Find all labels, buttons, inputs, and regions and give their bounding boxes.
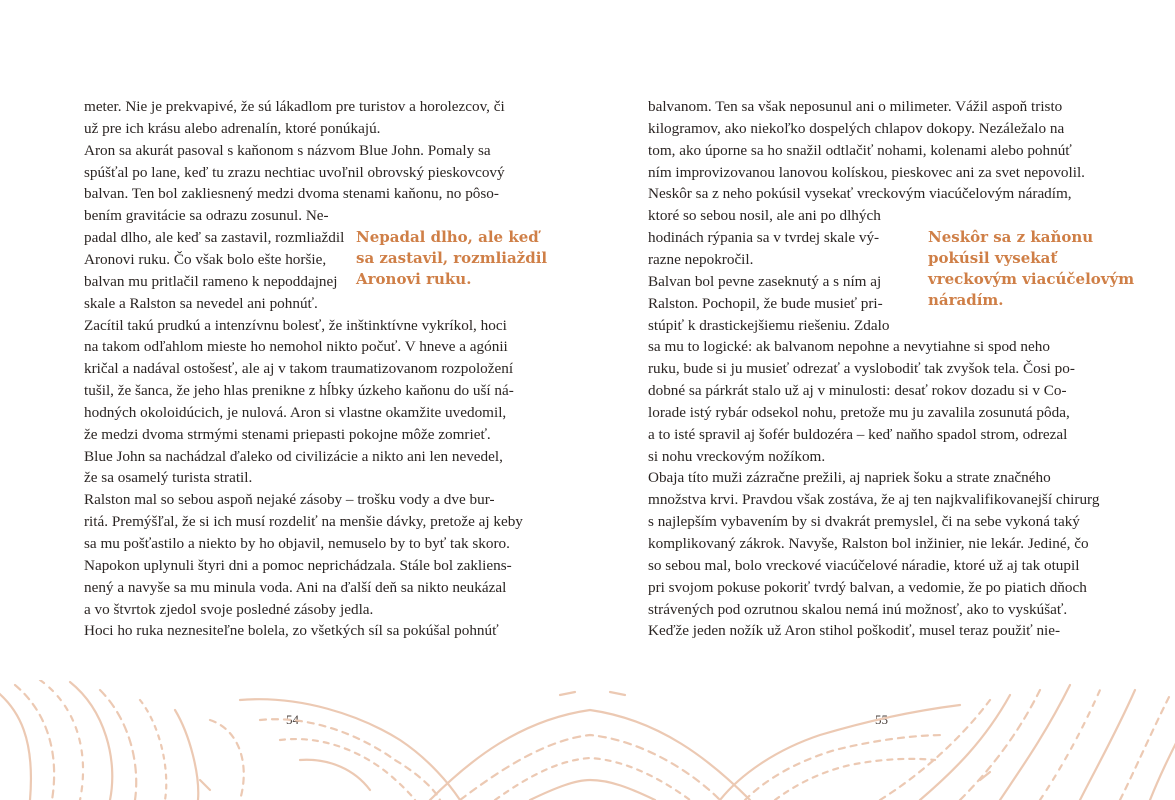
body-text-line: Hoci ho ruka neznesiteľne bolela, zo všetkých síl sa pokúšal pohnúť: [84, 622, 499, 640]
body-text-line: hodných okoloidúcich, je nulová. Aron si vlastne okamžite uvedomil,: [84, 403, 507, 421]
body-text-line: Obaja títo muži zázračne prežili, aj napriek šoku a strate značného: [648, 469, 1051, 487]
body-text-line: že medzi dvoma strmými stenami priepasti pokojne môže zomrieť.: [84, 425, 491, 443]
pull-quote-line: Aronovi ruku.: [356, 270, 472, 288]
body-text-line: Neskôr sa z neho pokúsil vysekať vreckovým viacúčelovým náradím,: [648, 185, 1072, 203]
body-text-line: kilogramov, ako niekoľko dospelých chlapov dokopy. Nezáležalo na: [648, 119, 1065, 137]
body-text-line: že sa osamelý turista stratil.: [84, 469, 253, 487]
pull-quote-line: sa zastavil, rozmliaždil: [356, 249, 548, 267]
body-text-line: komplikovaný zákrok. Navyše, Ralston bol inžinier, nie lekár. Jediné, čo: [648, 535, 1089, 552]
body-text-line: padal dlho, ale keď sa zastavil, rozmliaždil: [84, 229, 345, 247]
body-text-line: so sebou mal, bolo vreckové viacúčelové náradie, ktoré už aj tak otupil: [648, 556, 1080, 574]
body-text-line: ním improvizovanou lanovou kolískou, pieskovec ani za svet nepovolil.: [648, 163, 1085, 181]
body-text-line: na takom odľahlom mieste ho nemohol nikto počuť. V hneve a agónii: [84, 338, 508, 356]
body-text-line: stúpiť k drastickejšiemu riešeniu. Zdalo: [648, 316, 890, 334]
body-text-line: Zacítil takú prudkú a intenzívnu bolesť, že inštinktívne vykríkol, hoci: [84, 316, 507, 334]
body-text-line: tušil, že šanca, že jeho hlas prenikne z hĺbky úzkeho kaňonu do uší ná-: [84, 382, 514, 400]
body-text-line: Napokon uplynuli štyri dni a pomoc neprichádzala. Stále bol zakliens-: [84, 556, 512, 574]
body-text-line: spúšťal po lane, keď tu zrazu nechtiac uvoľnil obrovský pieskovcový: [84, 163, 505, 181]
body-text-line: bením gravitácie sa odrazu zosunul. Ne-: [84, 207, 329, 225]
body-text-line: tom, ako úporne sa ho snažil odtlačiť nohami, kolenami alebo pohnúť: [648, 141, 1072, 159]
body-text-line: balvanom. Ten sa však neposunul ani o milimeter. Vážil aspoň tristo: [648, 98, 1063, 115]
body-text-line: ktoré so sebou nosil, ale ani po dlhých: [648, 207, 881, 225]
body-text-line: lorade istý rybár odsekol nohu, pretože mu ju zavalila zosunutá pôda,: [648, 403, 1070, 421]
body-text-line: strávených pod ozrutnou skalou nemá inú možnosť, ako to vyskúšať.: [648, 600, 1068, 618]
pull-quote-line: vreckovým viacúčelovým: [928, 270, 1135, 288]
pull-quote-line: Nepadal dlho, ale keď: [356, 228, 539, 246]
wavy-line-ornament-icon: [0, 680, 1175, 800]
body-text-line: kričal a nadával ostošesť, ale aj v takom traumatizovanom rozpoložení: [84, 360, 514, 378]
body-text-line: Ralston. Pochopil, že bude musieť pri-: [648, 294, 883, 312]
body-text-line: hodinách rýpania sa v tvrdej skale vý-: [648, 229, 880, 247]
body-text-line: nený a navyše sa mu minula voda. Ani na ďalší deň sa nikto neukázal: [84, 578, 507, 596]
body-text-line: pri svojom pokuse pokoriť tvrdý balvan, a vedomie, že po piatich dňoch: [648, 578, 1087, 596]
right-pull-quote: [928, 227, 1134, 311]
body-text-line: Balvan bol pevne zaseknutý a s ním aj: [648, 272, 882, 290]
body-text-line: sa mu pošťastilo a niekto by ho objavil, nemuselo by to byť tak skoro.: [84, 535, 510, 552]
body-text-line: skale a Ralston sa nevedel ani pohnúť.: [84, 294, 318, 312]
page-number-right: 55: [875, 712, 888, 727]
body-text-line: sa mu to logické: ak balvanom nepohne a nevytiahne si spod neho: [648, 338, 1050, 356]
body-text-line: a to isté spravil aj šofér buldozéra – keď naňho spadol strom, odrezal: [648, 425, 1068, 443]
body-text-line: Ralston mal so sebou aspoň nejaké zásoby – trošku vody a dve bur-: [84, 491, 495, 509]
body-text-line: balvan. Ten bol zakliesnený medzi dvoma stenami kaňonu, no pôso-: [84, 185, 499, 203]
body-text-line: už pre ich krásu alebo adrenalín, ktoré ponúkajú.: [84, 119, 381, 137]
left-pull-quote: [356, 227, 547, 290]
pull-quote-line: Neskôr sa z kaňonu: [928, 228, 1094, 246]
body-text-line: dobné sa párkrát stalo už aj v minulosti: desať rokov dozadu si v Co-: [648, 382, 1067, 400]
body-text-line: Keďže jeden nožík už Aron stihol poškodiť, musel teraz použiť nie-: [648, 622, 1061, 640]
body-text-line: ruku, bude si ju musieť odrezať a vyslobodiť tak zvyšok tela. Čosi po-: [648, 360, 1075, 378]
body-text-line: Blue John sa nachádzal ďaleko od civilizácie a nikto ani len nevedel,: [84, 447, 503, 465]
body-text-line: ritá. Premýšľal, že si ich musí rozdeliť na menšie dávky, pretože aj keby: [84, 513, 523, 531]
body-text-line: meter. Nie je prekvapivé, že sú lákadlom pre turistov a horolezcov, či: [84, 98, 505, 115]
body-text-line: s najlepším vybavením by si dvakrát premyslel, či na sebe vykoná taký: [648, 513, 1080, 531]
body-text-line: množstva krvi. Pravdou však zostáva, že aj ten najkvalifikovanejší chirurg: [648, 491, 1100, 509]
body-text-line: Aronovi ruku. Čo však bolo ešte horšie,: [84, 250, 327, 268]
pull-quote-line: pokúsil vysekať: [928, 249, 1058, 267]
body-text-line: balvan mu pritlačil rameno k nepoddajnej: [84, 272, 338, 290]
pull-quote-line: náradím.: [928, 291, 1004, 309]
page-number-left: 54: [286, 712, 299, 727]
body-text-line: a vo štvrtok zjedol svoje posledné zásoby jedla.: [84, 600, 374, 618]
body-text-line: Aron sa akurát pasoval s kaňonom s názvom Blue John. Pomaly sa: [84, 141, 491, 159]
body-text-line: razne nepokročil.: [648, 250, 754, 268]
body-text-line: si nohu vreckovým nožíkom.: [648, 447, 826, 465]
